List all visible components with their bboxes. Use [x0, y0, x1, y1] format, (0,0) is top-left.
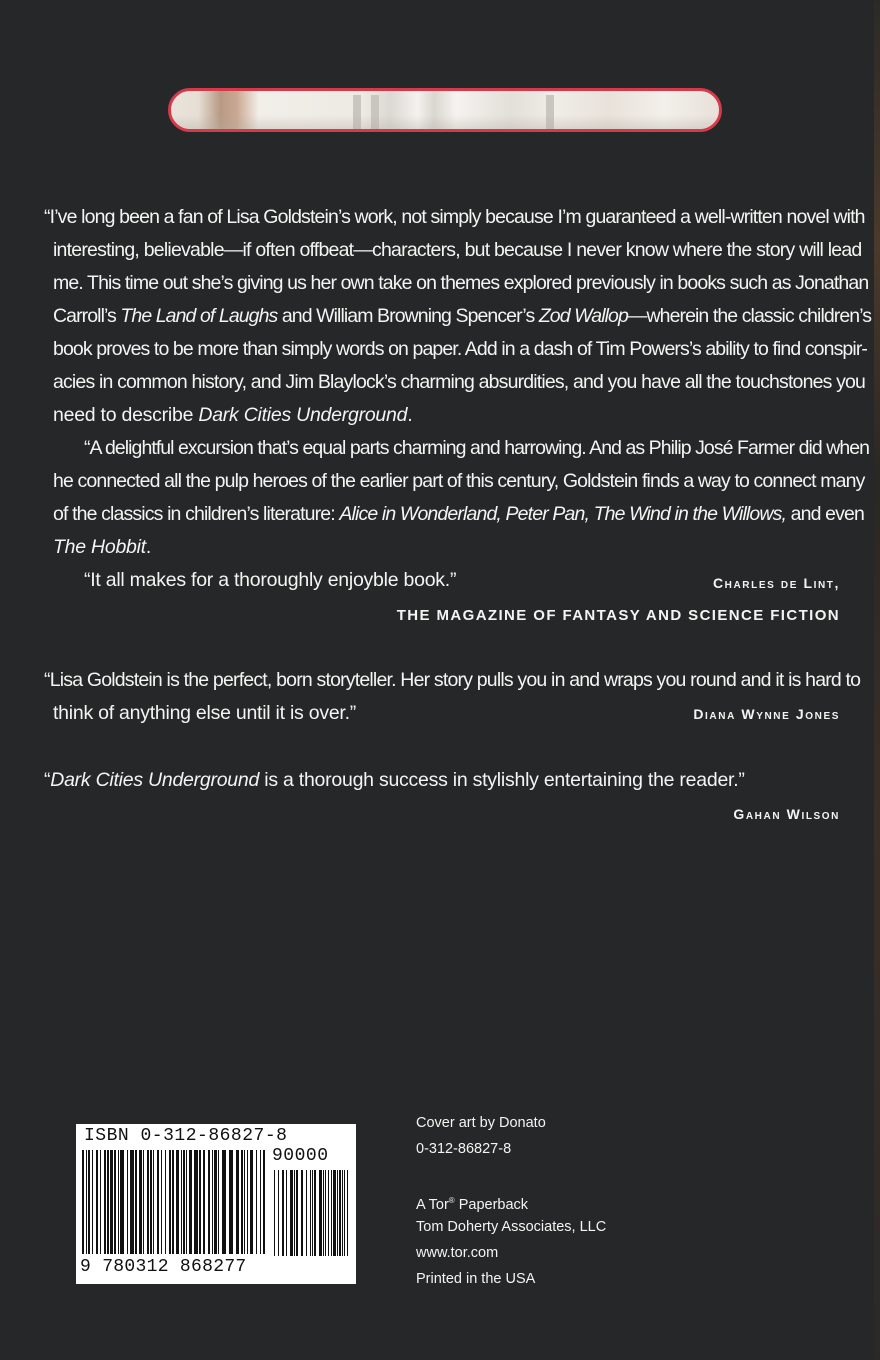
barcode-bar: [86, 1150, 87, 1254]
isbn-barcode: [76, 1124, 356, 1284]
imprint-line: [416, 1188, 606, 1214]
review-line: [44, 764, 840, 797]
printed-in: Printed in the USA: [416, 1271, 536, 1287]
barcode-bar: [214, 1150, 217, 1254]
price-bar: [274, 1170, 275, 1256]
book-title: Dark Cities Underground: [50, 769, 260, 791]
barcode-bar: [157, 1150, 159, 1254]
barcode-bar: [186, 1150, 187, 1254]
price-bar: [339, 1170, 341, 1256]
barcode-bar: [118, 1150, 119, 1254]
review-line: [44, 300, 872, 333]
book-title: The Land of Laughs: [120, 305, 278, 327]
barcode-bar: [88, 1150, 90, 1254]
review-line: [44, 498, 864, 531]
barcode-bar: [218, 1150, 219, 1254]
barcode-bar: [208, 1150, 210, 1254]
review-text: —wherein the classic children’s: [627, 305, 872, 327]
barcode-bar: [260, 1150, 261, 1254]
review-text: of the classics in children’s literature:: [53, 503, 340, 525]
credits-isbn: 0-312-86827-8: [416, 1141, 512, 1157]
price-bar: [328, 1170, 329, 1256]
price-bar: [312, 1170, 313, 1256]
credits-top: [416, 1110, 546, 1162]
window-shade: [171, 115, 719, 129]
barcode-bar: [256, 1150, 257, 1254]
barcode-bar: [222, 1150, 226, 1254]
review-line: [44, 234, 862, 267]
barcode-bar: [172, 1150, 174, 1254]
review-text: “A delightful excursion that’s equal parts charming and harrowing. And as Philip José Farmer did when: [84, 437, 870, 459]
price-bar: [337, 1170, 338, 1256]
barcode-bar: [92, 1150, 93, 1254]
review-line: [44, 333, 868, 366]
review-text: he connected all the pulp heroes of the earlier part of this century, Goldstein finds a way to connect many: [53, 470, 865, 492]
barcode-bar: [244, 1150, 245, 1254]
review-text: acies in common history, and Jim Blaylock’s charming absurdities, and you have all the touchstones you: [53, 371, 866, 393]
review-text: .: [407, 404, 413, 426]
barcode-bar: [212, 1150, 213, 1254]
review-text: me. This time out she’s giving us her own take on themes explored previously in books such as Jonathan: [53, 272, 869, 294]
price-code: 90000: [272, 1146, 329, 1166]
review-text: and William Browning Spencer’s: [277, 305, 539, 327]
price-bar: [333, 1170, 336, 1256]
publisher-website: www.tor.com: [416, 1245, 499, 1261]
review-line: [44, 432, 870, 465]
attribution-magazine: THE MAGAZINE OF FANTASY AND SCIENCE FICTION: [396, 607, 840, 624]
review-line: [44, 664, 861, 697]
book-title: Alice in Wonderland, Peter Pan, The Wind in the Willows,: [339, 503, 787, 525]
barcode-bar: [150, 1150, 152, 1254]
book-title: Zod Wallop: [538, 305, 628, 327]
review-text: .: [145, 536, 152, 558]
price-bar: [323, 1170, 324, 1256]
review-de-lint: [44, 201, 872, 597]
ean-number: 9 780312 868277: [80, 1257, 247, 1277]
review-text: think of anything else until it is over.”: [53, 702, 356, 724]
barcode-bar: [143, 1150, 144, 1254]
review-text: interesting, believable—if often offbeat—characters, but because I never know where the story will lead: [53, 239, 862, 261]
review-line: [44, 399, 840, 432]
review-line: [44, 465, 865, 498]
imprint-suffix: Paperback: [454, 1196, 529, 1213]
attribution-wilson: Gahan Wilson: [733, 806, 840, 822]
review-text: and even: [786, 503, 864, 525]
review-text: book proves to be more than simply words on paper. Add in a dash of Tim Powers’s ability to find conspir-: [53, 338, 868, 360]
price-bar: [301, 1170, 303, 1256]
price-bar: [344, 1170, 345, 1256]
attribution-wynne-jones: Diana Wynne Jones: [693, 706, 840, 722]
review-wilson: [44, 764, 840, 797]
review-text: “It all makes for a thoroughly enjoyble book.”: [84, 569, 457, 591]
review-text: Carroll’s: [53, 305, 121, 327]
barcode-bar: [250, 1150, 253, 1254]
barcode-bar: [153, 1150, 154, 1254]
imprint-prefix: A Tor: [416, 1196, 449, 1213]
isbn-label: ISBN 0-312-86827-8: [84, 1126, 288, 1146]
review-text: is a thorough success in stylishly entertaining the reader.”: [259, 769, 745, 791]
price-bar: [286, 1170, 287, 1256]
price-bar: [290, 1170, 293, 1256]
barcode-bar: [199, 1150, 201, 1254]
open-quote: “: [44, 769, 51, 791]
price-bar: [319, 1170, 322, 1256]
price-bar: [331, 1170, 332, 1256]
barcode-bar: [130, 1150, 134, 1254]
barcode-bar: [169, 1150, 171, 1254]
barcode-bar: [176, 1150, 179, 1254]
barcode-bar: [165, 1150, 166, 1254]
review-text: need to describe: [53, 404, 199, 426]
price-bar: [342, 1170, 343, 1256]
barcode-bar: [161, 1150, 162, 1254]
barcode-bar: [114, 1150, 116, 1254]
cover-image-window: [168, 88, 722, 132]
barcode-bar: [135, 1150, 137, 1254]
price-bar: [296, 1170, 298, 1256]
barcode-bar: [127, 1150, 128, 1254]
barcode-bar: [120, 1150, 124, 1254]
barcode-bar: [263, 1150, 265, 1254]
review-text: I’ve long been a fan of Lisa Goldstein’s work, not simply because I’m guaranteed a well-written novel with: [49, 206, 865, 228]
review-text: Lisa Goldstein is the perfect, born storyteller. Her story pulls you in and wraps you round and it is hard to: [49, 669, 861, 691]
open-quote: “: [44, 206, 50, 228]
price-bar: [306, 1170, 307, 1256]
barcode-bar: [107, 1150, 109, 1254]
review-line: [44, 201, 865, 234]
price-bar: [278, 1170, 279, 1256]
book-title: Dark Cities Underground: [198, 404, 408, 426]
barcode-bar: [110, 1150, 113, 1254]
publisher-name: Tom Doherty Associates, LLC: [416, 1219, 607, 1235]
attribution-de-lint: Charles de Lint,: [712, 575, 840, 591]
barcode-bar: [229, 1150, 233, 1254]
barcode-bar: [82, 1150, 84, 1254]
barcode-bar: [241, 1150, 243, 1254]
barcode-bar: [139, 1150, 142, 1254]
review-line: [44, 366, 866, 399]
barcode-bar: [183, 1150, 185, 1254]
registered-mark: ®: [448, 1196, 455, 1205]
price-bar: [310, 1170, 311, 1256]
barcode-bar: [96, 1150, 98, 1254]
barcode-bar: [203, 1150, 205, 1254]
review-line: [44, 267, 869, 300]
credits-publisher: [416, 1188, 606, 1292]
price-bar: [314, 1170, 316, 1256]
price-bar: [294, 1170, 295, 1256]
barcode-bar: [236, 1150, 239, 1254]
barcode-bar: [181, 1150, 182, 1254]
price-bar: [347, 1170, 348, 1256]
cover-edge-strip: [874, 0, 880, 1360]
price-bar: [282, 1170, 284, 1256]
barcode-bar: [104, 1150, 106, 1254]
cover-art-credit: Cover art by Donato: [416, 1115, 546, 1131]
barcode-bar: [189, 1150, 192, 1254]
review-line: [44, 531, 840, 564]
barcode-bar: [194, 1150, 198, 1254]
barcode-bar: [100, 1150, 101, 1254]
barcode-bar: [247, 1150, 248, 1254]
open-quote: “: [44, 669, 50, 691]
barcode-bar: [147, 1150, 149, 1254]
price-bar: [325, 1170, 326, 1256]
book-title: The Hobbit: [53, 536, 146, 558]
